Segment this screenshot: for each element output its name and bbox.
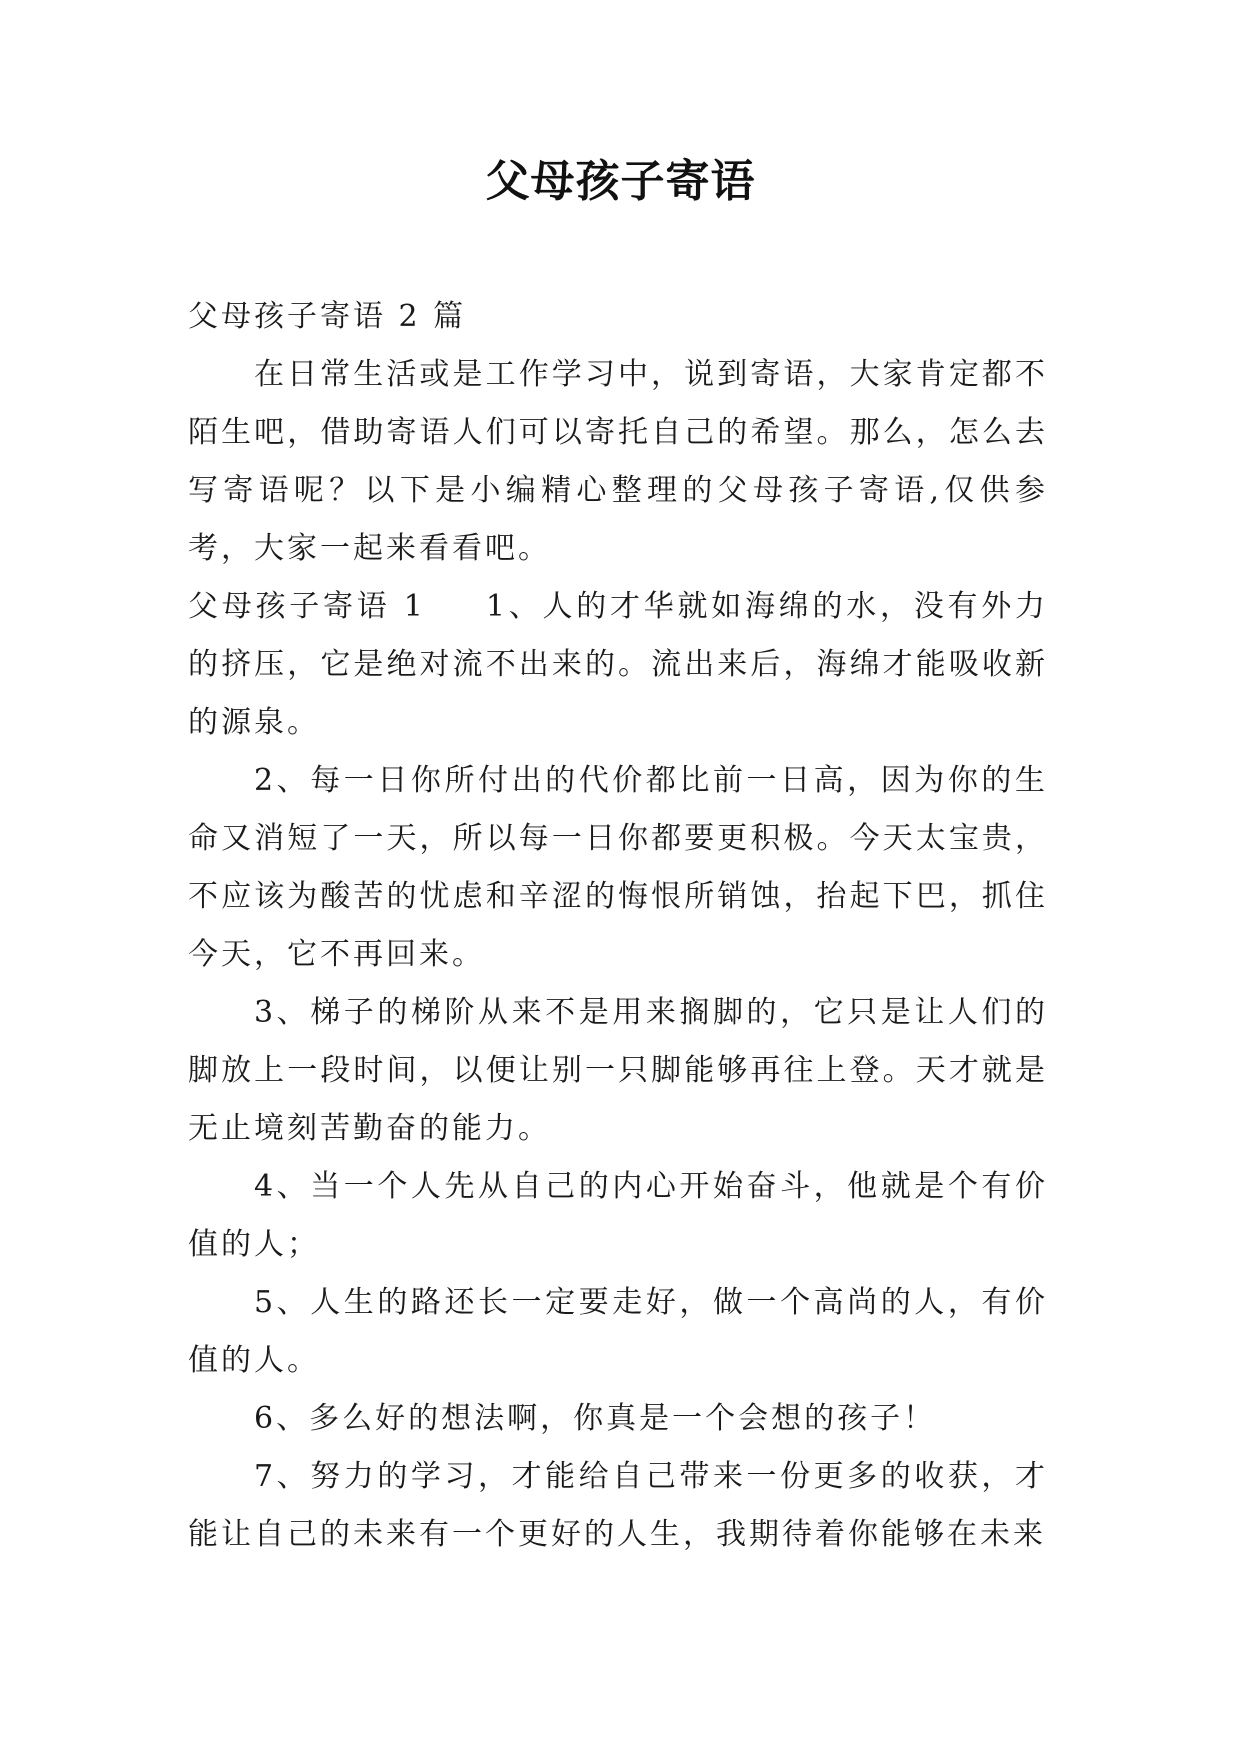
intro-paragraph: 在日常生活或是工作学习中，说到寄语，大家肯定都不陌生吧，借助寄语人们可以寄托自己的希望。那么，怎么去写寄语呢？以下是小编精心整理的父母孩子寄语,仅供参考，大家一起来看看吧。 [188, 357, 1048, 566]
item-4: 4、当一个人先从自己的内心开始奋斗，他就是个有价值的人； [188, 1169, 1048, 1262]
item-1: 1、人的才华就如海绵的水，没有外力的挤压，它是绝对流不出来的。流出来后，海绵才能吸收新的源泉。 [188, 589, 1048, 740]
item-7: 7、努力的学习，才能给自己带来一份更多的收获，才能让自己的未来有一个更好的人生，我期待着你能够在未来 [188, 1459, 1048, 1552]
item-3: 3、梯子的梯阶从来不是用来搁脚的，它只是让人们的脚放上一段时间，以便让别一只脚能够再往上登。天才就是无止境刻苦勤奋的能力。 [188, 995, 1048, 1146]
item-5: 5、人生的路还长一定要走好，做一个高尚的人，有价值的人。 [188, 1285, 1048, 1378]
item-2: 2、每一日你所付出的代价都比前一日高，因为你的生命又消短了一天，所以每一日你都要更积极。今天太宝贵，不应该为酸苦的忧虑和辛涩的悔恨所销蚀，抬起下巴，抓住今天，它不再回来。 [188, 763, 1048, 972]
section-paragraph-1 [188, 578, 1048, 752]
item-6: 6、多么好的想法啊，你真是一个会想的孩子！ [254, 1401, 937, 1436]
section-heading: 父母孩子寄语 1 [188, 589, 426, 624]
document-body [188, 288, 1048, 1564]
subtitle-line: 父母孩子寄语 2 篇 [188, 299, 467, 334]
document-title: 父母孩子寄语 [485, 156, 756, 207]
